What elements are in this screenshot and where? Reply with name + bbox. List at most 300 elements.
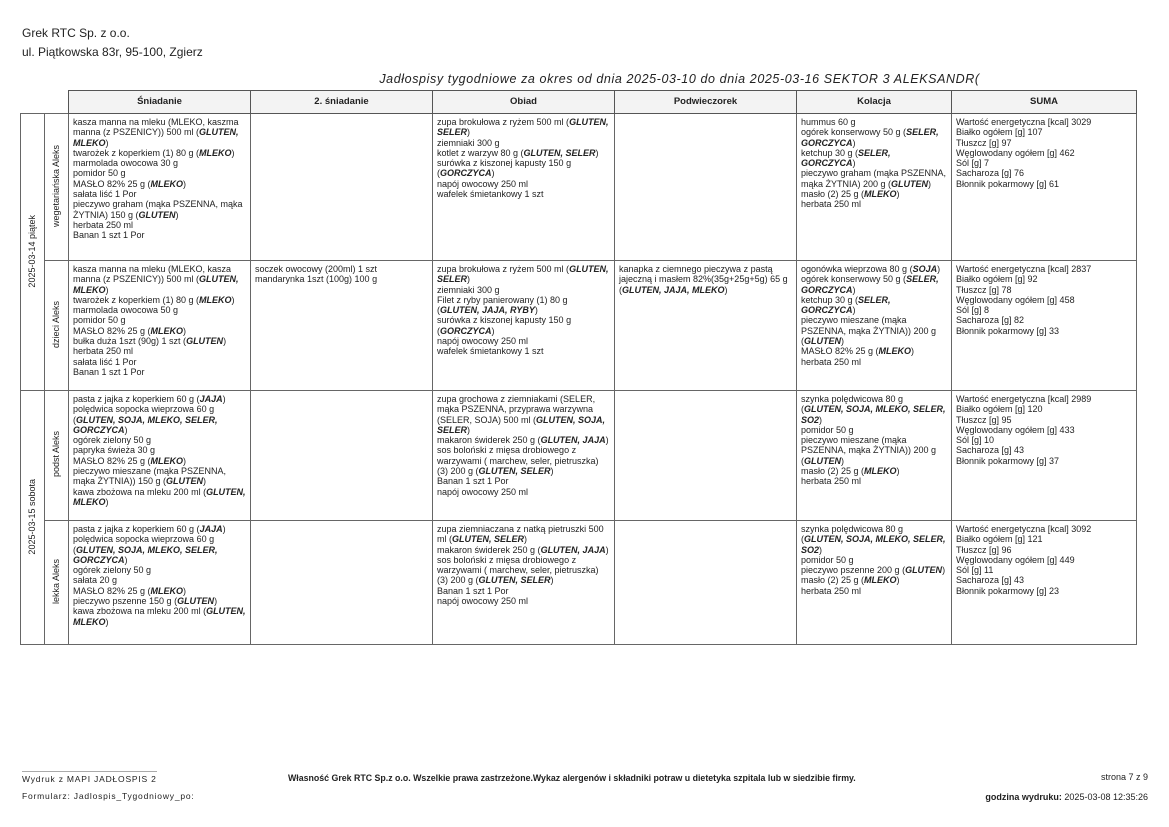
menu-body [21, 114, 1137, 645]
meal-item [437, 586, 610, 596]
meal-item [73, 367, 246, 377]
meal-item-text: MASŁO 82% 25 g ( [73, 178, 151, 189]
diet-name: podst Aleks [51, 431, 62, 478]
allergen-text: MLEKO [150, 178, 184, 189]
meal-item [73, 326, 246, 336]
allergen-text: GLUTEN [177, 596, 215, 607]
meal-item-text: ) [467, 424, 471, 435]
meal-item [801, 425, 947, 435]
meal-item-text: MASŁO 82% 25 g ( [73, 455, 151, 466]
meal-item [73, 315, 246, 325]
meal-item-text: ketchup 30 g ( [801, 147, 859, 158]
diet-name: dzieci Aleks [51, 300, 62, 348]
meal-item [801, 524, 947, 555]
meal-item [437, 445, 610, 476]
nutrition-line: Białko ogółem [g] 92 [956, 274, 1038, 285]
meal-cell-sniadanie [69, 114, 251, 261]
meal-item [73, 189, 246, 199]
meal-cell-kolacja [797, 114, 952, 261]
nutrition-line: Tłuszcz [g] 95 [956, 414, 1012, 425]
nutrition-line: Tłuszcz [g] 96 [956, 544, 1012, 555]
meal-item-text: ) [183, 178, 187, 189]
nutrition-line: Sacharoza [g] 43 [956, 445, 1025, 456]
meal-item-text: ) [896, 575, 900, 586]
nutrition-line: Tłuszcz [g] 78 [956, 284, 1012, 295]
allergen-text: GLUTEN, SELER [478, 575, 551, 586]
meal-item-text: marmolada owocowa 50 g [73, 305, 179, 316]
nutrition-summary-cell [952, 521, 1137, 645]
meal-item-text: bułka duża 1szt (90g) 1 szt ( [73, 336, 187, 347]
allergen-text: MLEKO [878, 346, 912, 357]
allergen-text: GLUTEN, SOJA, MLEKO, SELER, SO2 [801, 404, 946, 425]
meal-item [801, 168, 947, 189]
meal-item-text: ) [942, 565, 946, 576]
meal-item [801, 148, 947, 169]
meal-item-text: ) [105, 137, 109, 148]
meal-item [801, 555, 947, 565]
meal-item [437, 138, 610, 148]
allergen-text: MLEKO [150, 455, 184, 466]
nutrition-line: Tłuszcz [g] 97 [956, 137, 1012, 148]
meal-item-text: ) [105, 284, 109, 295]
allergen-text: GLUTEN, SELER [478, 466, 551, 477]
meal-item [801, 394, 947, 425]
meal-item [801, 117, 947, 127]
nutrition-line: Błonnik pokarmowy [g] 61 [956, 178, 1060, 189]
meal-item-text: napój owocowy 250 ml [437, 336, 529, 347]
allergen-text: GORCZYCA [440, 325, 492, 336]
meal-item [801, 199, 947, 209]
meal-item [73, 596, 246, 606]
meal-cell-obiad [433, 391, 615, 521]
meal-item-text: ) [203, 476, 207, 487]
footer-form: Formularz: Jadlospis_Tygodniowy_po: [22, 791, 195, 801]
nutrition-line: Białko ogółem [g] 107 [956, 127, 1043, 138]
meal-item [73, 295, 246, 305]
allergen-text: MLEKO [150, 585, 184, 596]
meal-item-text: masło (2) 25 g ( [801, 575, 865, 586]
meal-item [73, 606, 246, 627]
day-date: 2025-03-14 piątek [27, 214, 38, 288]
meal-item-text: ) [605, 544, 609, 555]
meal-item-text: napój owocowy 250 ml [437, 596, 529, 607]
company-name: Grek RTC Sp. z o.o. [22, 26, 130, 40]
col-header-suma: SUMA [952, 91, 1137, 114]
meal-item [73, 199, 246, 220]
meal-item-text: kasza manna na mleku (MLEKO, kasza manna (z PSZENICY)) 500 ml ( [73, 264, 232, 285]
meal-item-text: ) [896, 466, 900, 477]
allergen-text: GLUTEN, SELER [437, 117, 609, 138]
nutrition-summary-cell [952, 261, 1137, 391]
meal-item-text: zupa ziemniaczana z natką pietruszki 500 ml ( [437, 524, 604, 545]
meal-item [73, 264, 246, 295]
allergen-text: MLEKO [864, 189, 897, 200]
meal-item-text: ) [222, 394, 226, 404]
meal-cell-sniadanie [69, 391, 251, 521]
page-title-text: Jadłospisy tygodniowe za okres od dnia 2025-03-10 do dnia 2025-03-16 SEKTOR 3 ALEKSANDR( [379, 72, 980, 86]
meal-cell-obiad [433, 261, 615, 391]
day-date: 2025-03-15 sobota [27, 478, 38, 555]
meal-item-text: kawa zbożowa na mleku 200 ml ( [73, 486, 207, 497]
meal-item-text: ) [937, 264, 941, 274]
meal-item [437, 336, 610, 346]
nutrition-line: Sól [g] 7 [956, 158, 990, 169]
meal-item-text: pieczywo pszenne 150 g ( [73, 596, 178, 607]
meal-item [437, 524, 610, 545]
company-address: ul. Piątkowska 83r, 95-100, Zgierz [22, 45, 203, 59]
meal-item-text: Banan 1 szt 1 Por [437, 585, 509, 596]
nutrition-line: Sól [g] 11 [956, 565, 994, 576]
allergen-text: GLUTEN, SOJA, MLEKO, SELER, GORCZYCA [73, 544, 218, 565]
allergen-text: GLUTEN [804, 336, 841, 347]
meal-cell-sniadanie [69, 261, 251, 391]
nutrition-line: Błonnik pokarmowy [g] 23 [956, 585, 1060, 596]
nutrition-summary-cell [952, 391, 1137, 521]
meal-item-text: herbata 250 ml [801, 199, 862, 210]
meal-item-text: napój owocowy 250 ml [437, 486, 529, 497]
nutrition-line: Węglowodany ogółem [g] 462 [956, 147, 1075, 158]
allergen-text: GLUTEN, SELER [452, 534, 525, 545]
menu-row [21, 391, 1137, 521]
meal-item [255, 264, 428, 274]
meal-item-text: kanapka z ciemnego pieczywa z pastą jajeczną i masłem 82%(35g+25g+5g) 65 g ( [619, 264, 788, 295]
meal-item-text: ) [491, 325, 495, 336]
allergen-text: GLUTEN, MLEKO [73, 274, 239, 295]
allergen-text: GORCZYCA [440, 168, 492, 179]
nutrition-line: Wartość energetyczna [kcal] 3029 [956, 117, 1092, 127]
allergen-text: GLUTEN, MLEKO [73, 606, 246, 627]
meal-item [437, 158, 610, 179]
meal-item-text: ) [175, 209, 179, 220]
nutrition-line: Węglowodany ogółem [g] 449 [956, 554, 1075, 565]
meal-item [437, 596, 610, 606]
meal-item [73, 586, 246, 596]
meal-item [801, 127, 947, 148]
meal-item-text: pieczywo graham (mąka PSZENNA, mąka ŻYTNIA) 200 g ( [801, 168, 947, 189]
allergen-text: MLEKO [150, 325, 184, 336]
meal-item [437, 545, 610, 555]
menu-row [21, 114, 1137, 261]
meal-item-text: herbata 250 ml [73, 219, 134, 230]
meal-item [73, 220, 246, 230]
nutrition-line: Sól [g] 10 [956, 435, 995, 446]
meal-cell-kolacja [797, 391, 952, 521]
meal-item-text: pieczywo mieszane (mąka PSZENNA, mąka ŻYTNIA)) 150 g ( [73, 466, 227, 487]
print-time-value: 2025-03-08 12:35:26 [1064, 792, 1148, 802]
meal-item-text: ) [231, 147, 235, 158]
meal-item-text: ) [524, 534, 528, 545]
allergen-text: GLUTEN, JAJA, MLEKO [622, 284, 725, 295]
meal-item-text: ) [105, 616, 109, 627]
meal-item [73, 357, 246, 367]
meal-item [73, 346, 246, 356]
meal-item [801, 466, 947, 476]
nutrition-line: Węglowodany ogółem [g] 433 [956, 424, 1075, 435]
meal-item-text: herbata 250 ml [801, 476, 862, 487]
meal-item-text: ) [183, 325, 187, 336]
allergen-text: JAJA [199, 394, 223, 404]
meal-item [73, 148, 246, 158]
meal-item-text: pomidor 50 g [73, 168, 126, 179]
meal-item-text: pomidor 50 g [801, 424, 854, 435]
allergen-text: GLUTEN [166, 476, 204, 487]
meal-item [73, 435, 246, 445]
col-header-drugie-sniadanie: 2. śniadanie [251, 91, 433, 114]
allergen-text: GLUTEN, JAJA, RYBY [440, 305, 535, 316]
meal-item [437, 476, 610, 486]
meal-item-text: polędwica sopocka wieprzowa 60 g ( [73, 534, 215, 555]
allergen-text: SOJA [912, 264, 938, 274]
allergen-text: MLEKO [199, 294, 232, 305]
meal-item [437, 285, 610, 295]
meal-item-text: pieczywo mieszane (mąka PSZENNA, mąka ŻYTNIA)) 200 g ( [801, 315, 937, 347]
allergen-text: JAJA [199, 524, 223, 534]
meal-item-text: ) [223, 336, 227, 347]
col-header-podwieczorek: Podwieczorek [615, 91, 797, 114]
meal-cell-podwieczorek [615, 114, 797, 261]
allergen-text: GLUTEN, JAJA [540, 435, 606, 446]
nutrition-line: Błonnik pokarmowy [g] 37 [956, 455, 1060, 466]
nutrition-line: Sacharoza [g] 76 [956, 168, 1025, 179]
meal-item-text: Banan 1 szt 1 Por [73, 366, 145, 377]
meal-item-text: ) [467, 274, 471, 285]
allergen-text: SELER, GORCZYCA [801, 127, 939, 148]
meal-item-text: makaron świderek 250 g ( [437, 544, 541, 555]
nutrition-line: Białko ogółem [g] 121 [956, 534, 1043, 545]
meal-item [437, 315, 610, 336]
allergen-text: GLUTEN [138, 209, 176, 220]
corner-cell [21, 91, 45, 114]
allergen-text: GLUTEN, SOJA, MLEKO, SELER, GORCZYCA [73, 414, 218, 435]
meal-item-text: zupa grochowa z ziemniakami (SELER, mąka PSZENNA, przyprawa warzywna (SELER, SOJA) 500 ml ( [437, 394, 596, 425]
meal-item-text: pieczywo mieszane (mąka PSZENNA, mąka ŻYTNIA)) 200 g ( [801, 435, 937, 466]
meal-item-text: pomidor 50 g [801, 554, 854, 565]
allergen-text: GLUTEN, SELER [437, 264, 609, 285]
meal-item [801, 565, 947, 575]
meal-item [255, 274, 428, 284]
nutrition-line: Sacharoza [g] 43 [956, 575, 1025, 586]
allergen-text: GLUTEN [186, 336, 224, 347]
meal-item [73, 179, 246, 189]
meal-item [437, 189, 610, 199]
meal-cell-podwieczorek [615, 261, 797, 391]
page-title [0, 72, 1169, 86]
footer-ownership: Własność Grek RTC Sp.z o.o. Wszelkie prawa zastrzeżone.Wykaz alergenów i składniki potraw u dietetyka szpitala lub w siedzibie firmy. [288, 773, 856, 783]
meal-item-text: makaron świderek 250 g ( [437, 435, 541, 446]
meal-item-text: kasza manna na mleku (MLEKO, kaszma manna (z PSZENICY)) 500 ml ( [73, 117, 239, 138]
allergen-text: SELER, GORCZYCA [801, 274, 939, 295]
meal-item-text: ) [222, 524, 226, 534]
meal-item-text: pasta z jajka z koperkiem 60 g ( [73, 394, 200, 404]
meal-item-text: Banan 1 szt 1 Por [437, 476, 509, 487]
meal-item-text: papryka świeża 30 g [73, 445, 156, 456]
menu-row [21, 521, 1137, 645]
company-info [22, 24, 203, 62]
allergen-text: GLUTEN, SELER [523, 147, 596, 158]
meal-item-text: surówka z kiszonej kapusty 150 g ( [437, 158, 572, 179]
meal-item [437, 394, 610, 435]
allergen-text: SELER, GORCZYCA [801, 147, 891, 169]
print-label: godzina wydruku: [985, 792, 1062, 802]
meal-item [73, 534, 246, 565]
meal-item [801, 346, 947, 356]
meal-item [437, 346, 610, 356]
meal-item-text: ) [550, 466, 554, 477]
meal-item-text: wafelek śmietankowy 1 szt [437, 189, 544, 200]
meal-item-text: polędwica sopocka wieprzowa 60 g ( [73, 404, 215, 425]
footer-page-number: strona 7 z 9 [1100, 772, 1148, 782]
meal-item-text: twarożek z koperkiem (1) 80 g ( [73, 147, 200, 158]
meal-item [801, 189, 947, 199]
meal-item-text: sos boloński z mięsa drobiowego z warzywami ( marchew, seler, pietruszka) (3) 200 g ( [437, 445, 599, 477]
meal-item-text: ) [183, 585, 187, 596]
meal-item [437, 179, 610, 189]
meal-item [437, 487, 610, 497]
meal-item-text: Banan 1 szt 1 Por [73, 230, 145, 241]
meal-item-text: MASŁO 82% 25 g ( [73, 585, 151, 596]
meal-cell-drugie-sniadanie [251, 391, 433, 521]
meal-item-text: ) [214, 596, 218, 607]
meal-item-text: ketchup 30 g ( [801, 294, 859, 305]
nutrition-line: Wartość energetyczna [kcal] 3092 [956, 524, 1092, 534]
meal-item-text: ogonówka wieprzowa 80 g ( [801, 264, 913, 274]
meal-item-text: herbata 250 ml [801, 356, 862, 367]
meal-item-text: herbata 250 ml [801, 585, 862, 596]
meal-item-text: ) [928, 178, 932, 189]
meal-item-text: ) [183, 455, 187, 466]
meal-item-text: ) [550, 575, 554, 586]
meal-item-text: ogórek zielony 50 g [73, 435, 152, 446]
meal-item-text: ) [105, 496, 109, 507]
meal-item [73, 230, 246, 240]
meal-item-text: twarożek z koperkiem (1) 80 g ( [73, 294, 200, 305]
meal-item-text: herbata 250 ml [73, 346, 134, 357]
diet-name-cell [45, 521, 69, 645]
allergen-text: GLUTEN, MLEKO [73, 127, 239, 148]
meal-item [801, 295, 947, 316]
meal-cell-obiad [433, 521, 615, 645]
meal-item-text: ) [124, 424, 128, 435]
meal-cell-drugie-sniadanie [251, 114, 433, 261]
meal-item [73, 565, 246, 575]
meal-item [437, 148, 610, 158]
meal-item-text: ) [852, 158, 856, 169]
col-header-kolacja: Kolacja [797, 91, 952, 114]
meal-item-text: ) [841, 455, 844, 466]
nutrition-line: Błonnik pokarmowy [g] 33 [956, 325, 1060, 336]
allergen-text: GLUTEN, SOJA, MLEKO, SELER, SO2 [801, 534, 946, 555]
meal-item-text: MASŁO 82% 25 g ( [73, 325, 151, 336]
meal-item-text: ) [534, 305, 538, 316]
allergen-text: GLUTEN, SOJA, SELER [437, 414, 606, 435]
meal-item-text: kawa zbożowa na mleku 200 ml ( [73, 606, 207, 617]
meal-item-text: ziemniaki 300 g [437, 137, 500, 148]
footer-print-time [985, 792, 1148, 802]
meal-item [73, 305, 246, 315]
nutrition-line: Wartość energetyczna [kcal] 2837 [956, 264, 1092, 274]
footer-report: Wydruk z MAPI JADŁOSPIS 2 [22, 774, 157, 784]
allergen-text: GLUTEN [905, 565, 943, 576]
diet-name-cell [45, 391, 69, 521]
meal-cell-podwieczorek [615, 391, 797, 521]
meal-item-text: szynka polędwicowa 80 g ( [801, 524, 904, 545]
allergen-text: MLEKO [864, 575, 897, 586]
meal-item-text: kotlet z warzyw 80 g ( [437, 147, 524, 158]
meal-item-text: sos boloński z mięsa drobiowego z warzywami ( marchew, seler, pietruszka) (3) 200 g ( [437, 554, 599, 586]
meal-item [437, 555, 610, 586]
meal-item [619, 264, 792, 295]
nutrition-line: Sól [g] 8 [956, 305, 990, 316]
meal-item [73, 487, 246, 508]
meal-cell-sniadanie [69, 521, 251, 645]
meal-cell-drugie-sniadanie [251, 261, 433, 391]
meal-item-text: pieczywo graham (mąka PSZENNA, mąka ŻYTNIA) 150 g ( [73, 199, 243, 220]
meal-item [437, 117, 610, 138]
meal-item-text: masło (2) 25 g ( [801, 189, 865, 200]
meal-item-text: ) [819, 414, 823, 425]
meal-item [801, 274, 947, 295]
meal-item-text: zupa brokułowa z ryżem 500 ml ( [437, 117, 570, 127]
meal-item-text: ) [467, 127, 471, 138]
allergen-text: MLEKO [199, 147, 232, 158]
meal-item-text: ) [852, 284, 856, 295]
allergen-text: MLEKO [864, 466, 897, 477]
meal-item-text: sałata liść 1 Por [73, 356, 137, 367]
meal-item-text: ziemniaki 300 g [437, 284, 500, 295]
meal-item [73, 117, 246, 148]
meal-item-text: sałata 20 g [73, 575, 118, 586]
meal-item-text: pasta z jajka z koperkiem 60 g ( [73, 524, 200, 534]
meal-item [73, 404, 246, 435]
diet-name-cell [45, 261, 69, 391]
col-header-sniadanie: Śniadanie [69, 91, 251, 114]
nutrition-line: Węglowodany ogółem [g] 458 [956, 294, 1075, 305]
meal-item-text: ) [852, 137, 856, 148]
footer-divider [22, 771, 157, 772]
meal-cell-kolacja [797, 261, 952, 391]
nutrition-line: Sacharoza [g] 82 [956, 315, 1025, 326]
meal-item [73, 445, 246, 455]
meal-item-text: mandarynka 1szt (100g) 100 g [255, 274, 378, 285]
meal-item [801, 586, 947, 596]
meal-item-text: ) [819, 544, 823, 555]
meal-item [73, 394, 246, 404]
meal-item-text: soczek owocowy (200ml) 1 szt [255, 264, 378, 274]
meal-item [73, 575, 246, 585]
meal-cell-obiad [433, 114, 615, 261]
allergen-text: GLUTEN, MLEKO [73, 486, 246, 507]
allergen-text: GLUTEN [891, 178, 929, 189]
meal-item-text: hummus 60 g [801, 117, 856, 127]
meal-item [73, 158, 246, 168]
meal-item-text: pomidor 50 g [73, 315, 126, 326]
meal-item-text: ) [605, 435, 609, 446]
col-header-obiad: Obiad [433, 91, 615, 114]
meal-item [73, 466, 246, 487]
meal-cell-podwieczorek [615, 521, 797, 645]
meal-item-text: MASŁO 82% 25 g ( [801, 346, 879, 357]
allergen-text: GLUTEN [804, 455, 841, 466]
meal-item [801, 575, 947, 585]
meal-item-text: ) [491, 168, 495, 179]
diet-name-cell [45, 114, 69, 261]
meal-cell-kolacja [797, 521, 952, 645]
meal-item [801, 476, 947, 486]
meal-item [73, 456, 246, 466]
meal-item [437, 264, 610, 285]
meal-item-text: ) [124, 554, 128, 565]
meal-item-text: ) [595, 147, 599, 158]
